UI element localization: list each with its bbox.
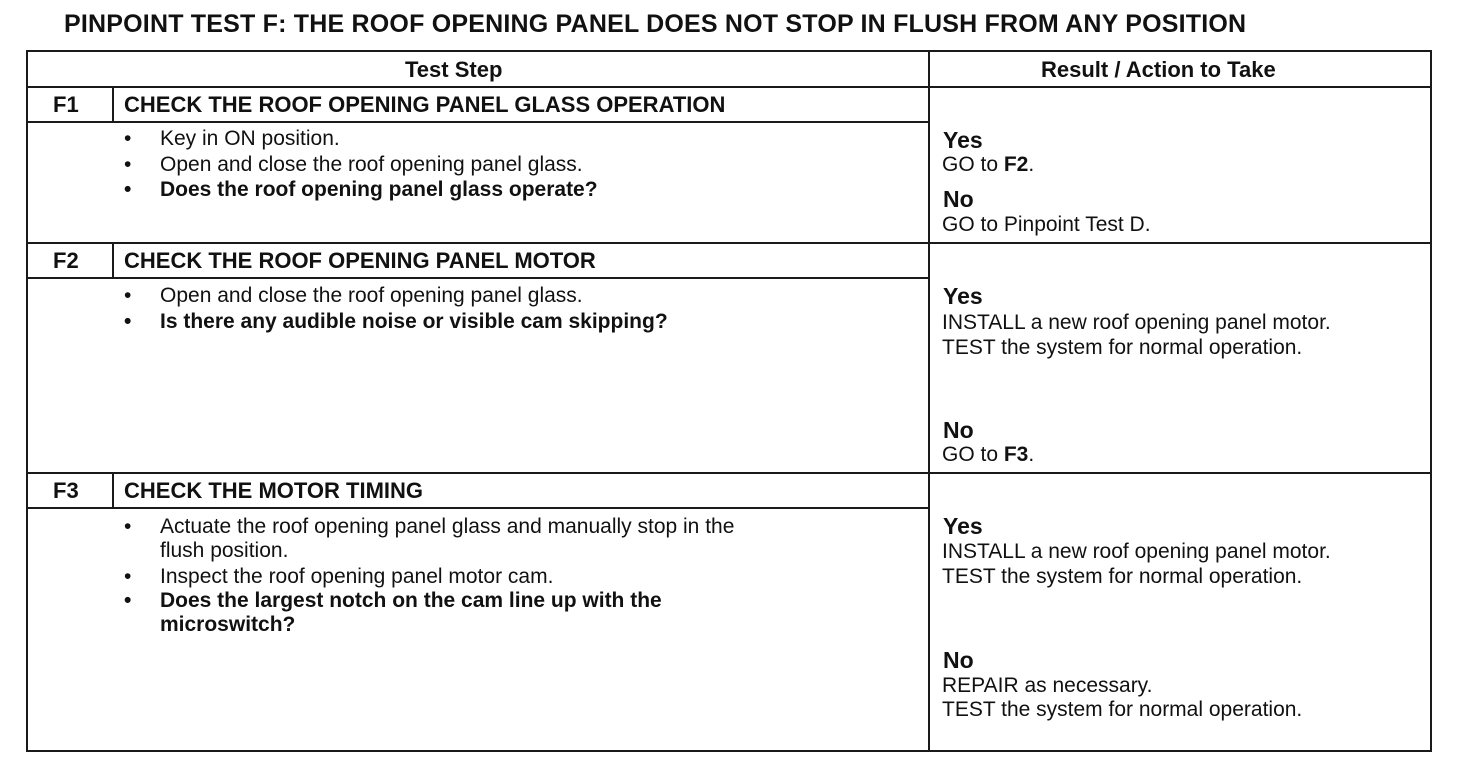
result-no-action: GO to F3. (942, 443, 1035, 466)
result-no-label: No (943, 186, 974, 212)
result-yes-action: TEST the system for normal operation. (942, 336, 1303, 359)
page-title: PINPOINT TEST F: THE ROOF OPENING PANEL DOES NOT STOP IN FLUSH FROM ANY POSITION (64, 10, 1247, 38)
step-bullet: • Actuate the roof opening panel glass and manually stop in the (124, 515, 735, 538)
result-no-action: GO to Pinpoint Test D. (942, 213, 1151, 236)
step-id: F1 (53, 92, 79, 117)
step-bullet: • Open and close the roof opening panel glass. (124, 284, 583, 307)
result-yes-label: Yes (943, 283, 983, 309)
result-yes-action: INSTALL a new roof opening panel motor. (942, 311, 1331, 334)
step-question-continuation: microswitch? (160, 613, 296, 636)
result-no-label: No (943, 647, 974, 673)
step-link: F3 (1003, 443, 1029, 466)
result-yes-action: TEST the system for normal operation. (942, 565, 1303, 588)
step-question: • Does the largest notch on the cam line up with the (124, 589, 662, 612)
step-title: CHECK THE ROOF OPENING PANEL MOTOR (124, 248, 596, 273)
result-yes-action: GO to F2. (942, 153, 1035, 176)
step-link: F2 (1003, 153, 1029, 176)
step-id: F2 (53, 248, 79, 273)
step-id: F3 (53, 478, 79, 503)
step-title: CHECK THE MOTOR TIMING (124, 478, 424, 503)
step-question: • Does the roof opening panel glass operate? (124, 178, 598, 201)
step-question: • Is there any audible noise or visible cam skipping? (124, 310, 668, 333)
column-header-result: Result / Action to Take (1041, 57, 1276, 82)
result-yes-action: INSTALL a new roof opening panel motor. (942, 540, 1331, 563)
step-bullet: • Inspect the roof opening panel motor cam. (124, 565, 554, 588)
step-bullet-continuation: flush position. (160, 539, 289, 562)
step-bullet: • Key in ON position. (124, 127, 340, 150)
result-no-label: No (943, 417, 974, 443)
result-no-action: TEST the system for normal operation. (942, 698, 1303, 721)
result-yes-label: Yes (943, 513, 983, 539)
step-title: CHECK THE ROOF OPENING PANEL GLASS OPERATION (124, 92, 726, 117)
step-bullet: • Open and close the roof opening panel glass. (124, 153, 583, 176)
result-yes-label: Yes (943, 127, 983, 153)
result-no-action: REPAIR as necessary. (942, 674, 1153, 697)
column-header-test-step: Test Step (405, 57, 503, 82)
